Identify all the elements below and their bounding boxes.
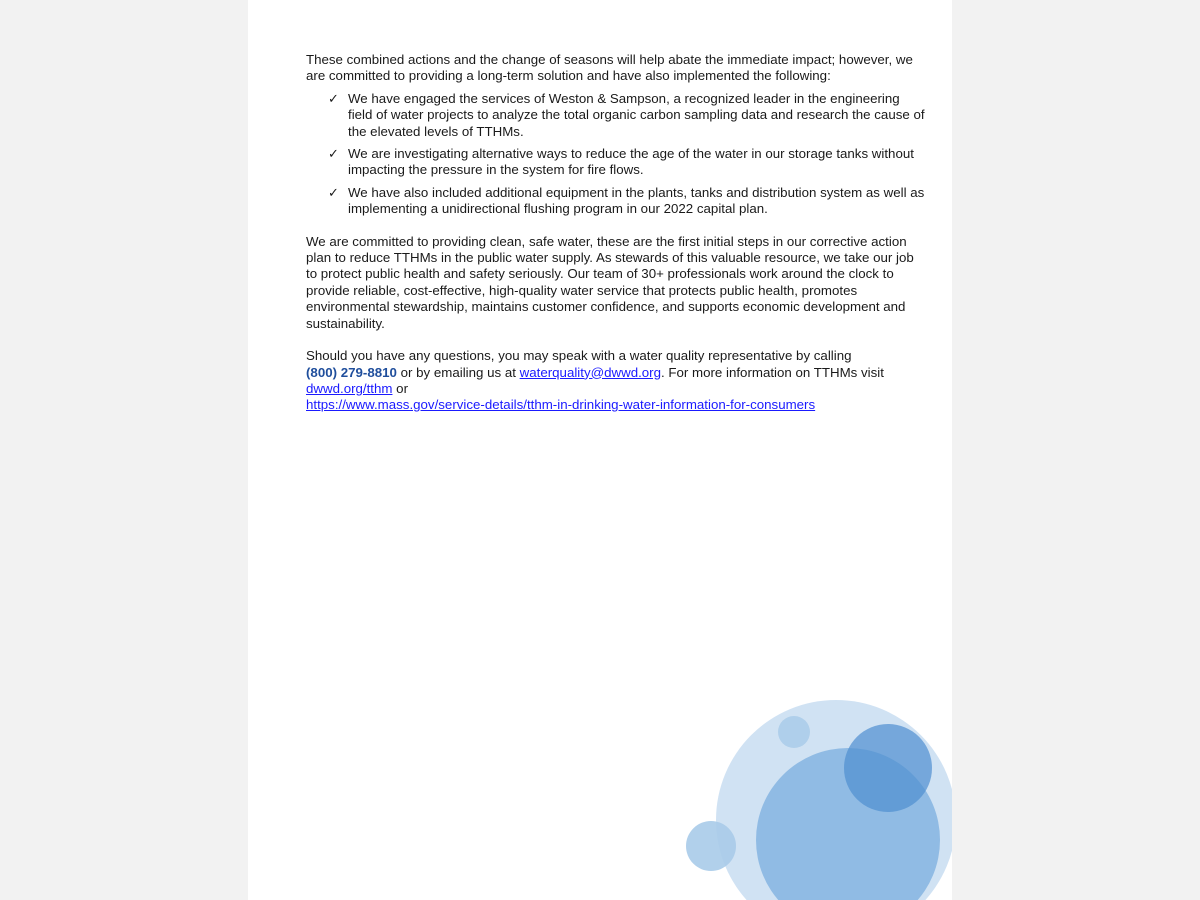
- small-top-bubble: [778, 716, 810, 748]
- or-text: or: [396, 380, 408, 396]
- phone-number[interactable]: (800) 279-8810: [306, 364, 397, 380]
- document-page: [248, 0, 952, 900]
- checklist-item-text: We have also included additional equipment in the plants, tanks and distribution system as well as implementing a unidirectional flushing program in our 2022 capital plan.: [348, 184, 925, 217]
- top-right-bubble: [844, 724, 932, 812]
- tthm-site-link[interactable]: dwwd.org/tthm: [306, 380, 393, 396]
- checklist-item-text: We have engaged the services of Weston & Sampson, a recognized leader in the engineering field of water projects to analyze the total organic carbon sampling data and research the cause of the elevated levels of TTHMs.: [348, 90, 925, 139]
- water-bubbles-decoration: [248, 0, 952, 900]
- contact-lead-text: Should you have any questions, you may speak with a water quality representative by calling: [306, 348, 852, 364]
- checklist-item-text: We are investigating alternative ways to reduce the age of the water in our storage tanks without impacting the pressure in the system for fire flows.: [348, 146, 914, 178]
- checkmark-icon: ✓: [328, 184, 339, 200]
- email-link[interactable]: waterquality@dwwd.org: [519, 364, 661, 380]
- left-bubble: [686, 821, 736, 871]
- email-lead-text: or by emailing us at: [400, 364, 516, 380]
- info-lead-text: . For more information on TTHMs visit: [661, 364, 884, 380]
- checkmark-icon: ✓: [328, 146, 339, 162]
- commitment-paragraph: We are committed to providing clean, safe water, these are the first initial steps in our corrective action plan to reduce TTHMs in the public water supply. As stewards of this valuable resource, we take our job to protect public health and safety seriously. Our team of 30+ professionals work around the clock to provide reliable, cost-effective, high-quality water service that protects public health, promotes environmental stewardship, maintains customer confidence, and supports economic development and sustainability.: [306, 233, 914, 331]
- checkmark-icon: ✓: [328, 90, 339, 106]
- intro-paragraph: These combined actions and the change of seasons will help abate the immediate impact; however, we are committed to providing a long-term solution and have also implemented the following:: [306, 52, 913, 84]
- mass-gov-link[interactable]: https://www.mass.gov/service-details/tthm-in-drinking-water-information-for-consumers: [306, 397, 816, 413]
